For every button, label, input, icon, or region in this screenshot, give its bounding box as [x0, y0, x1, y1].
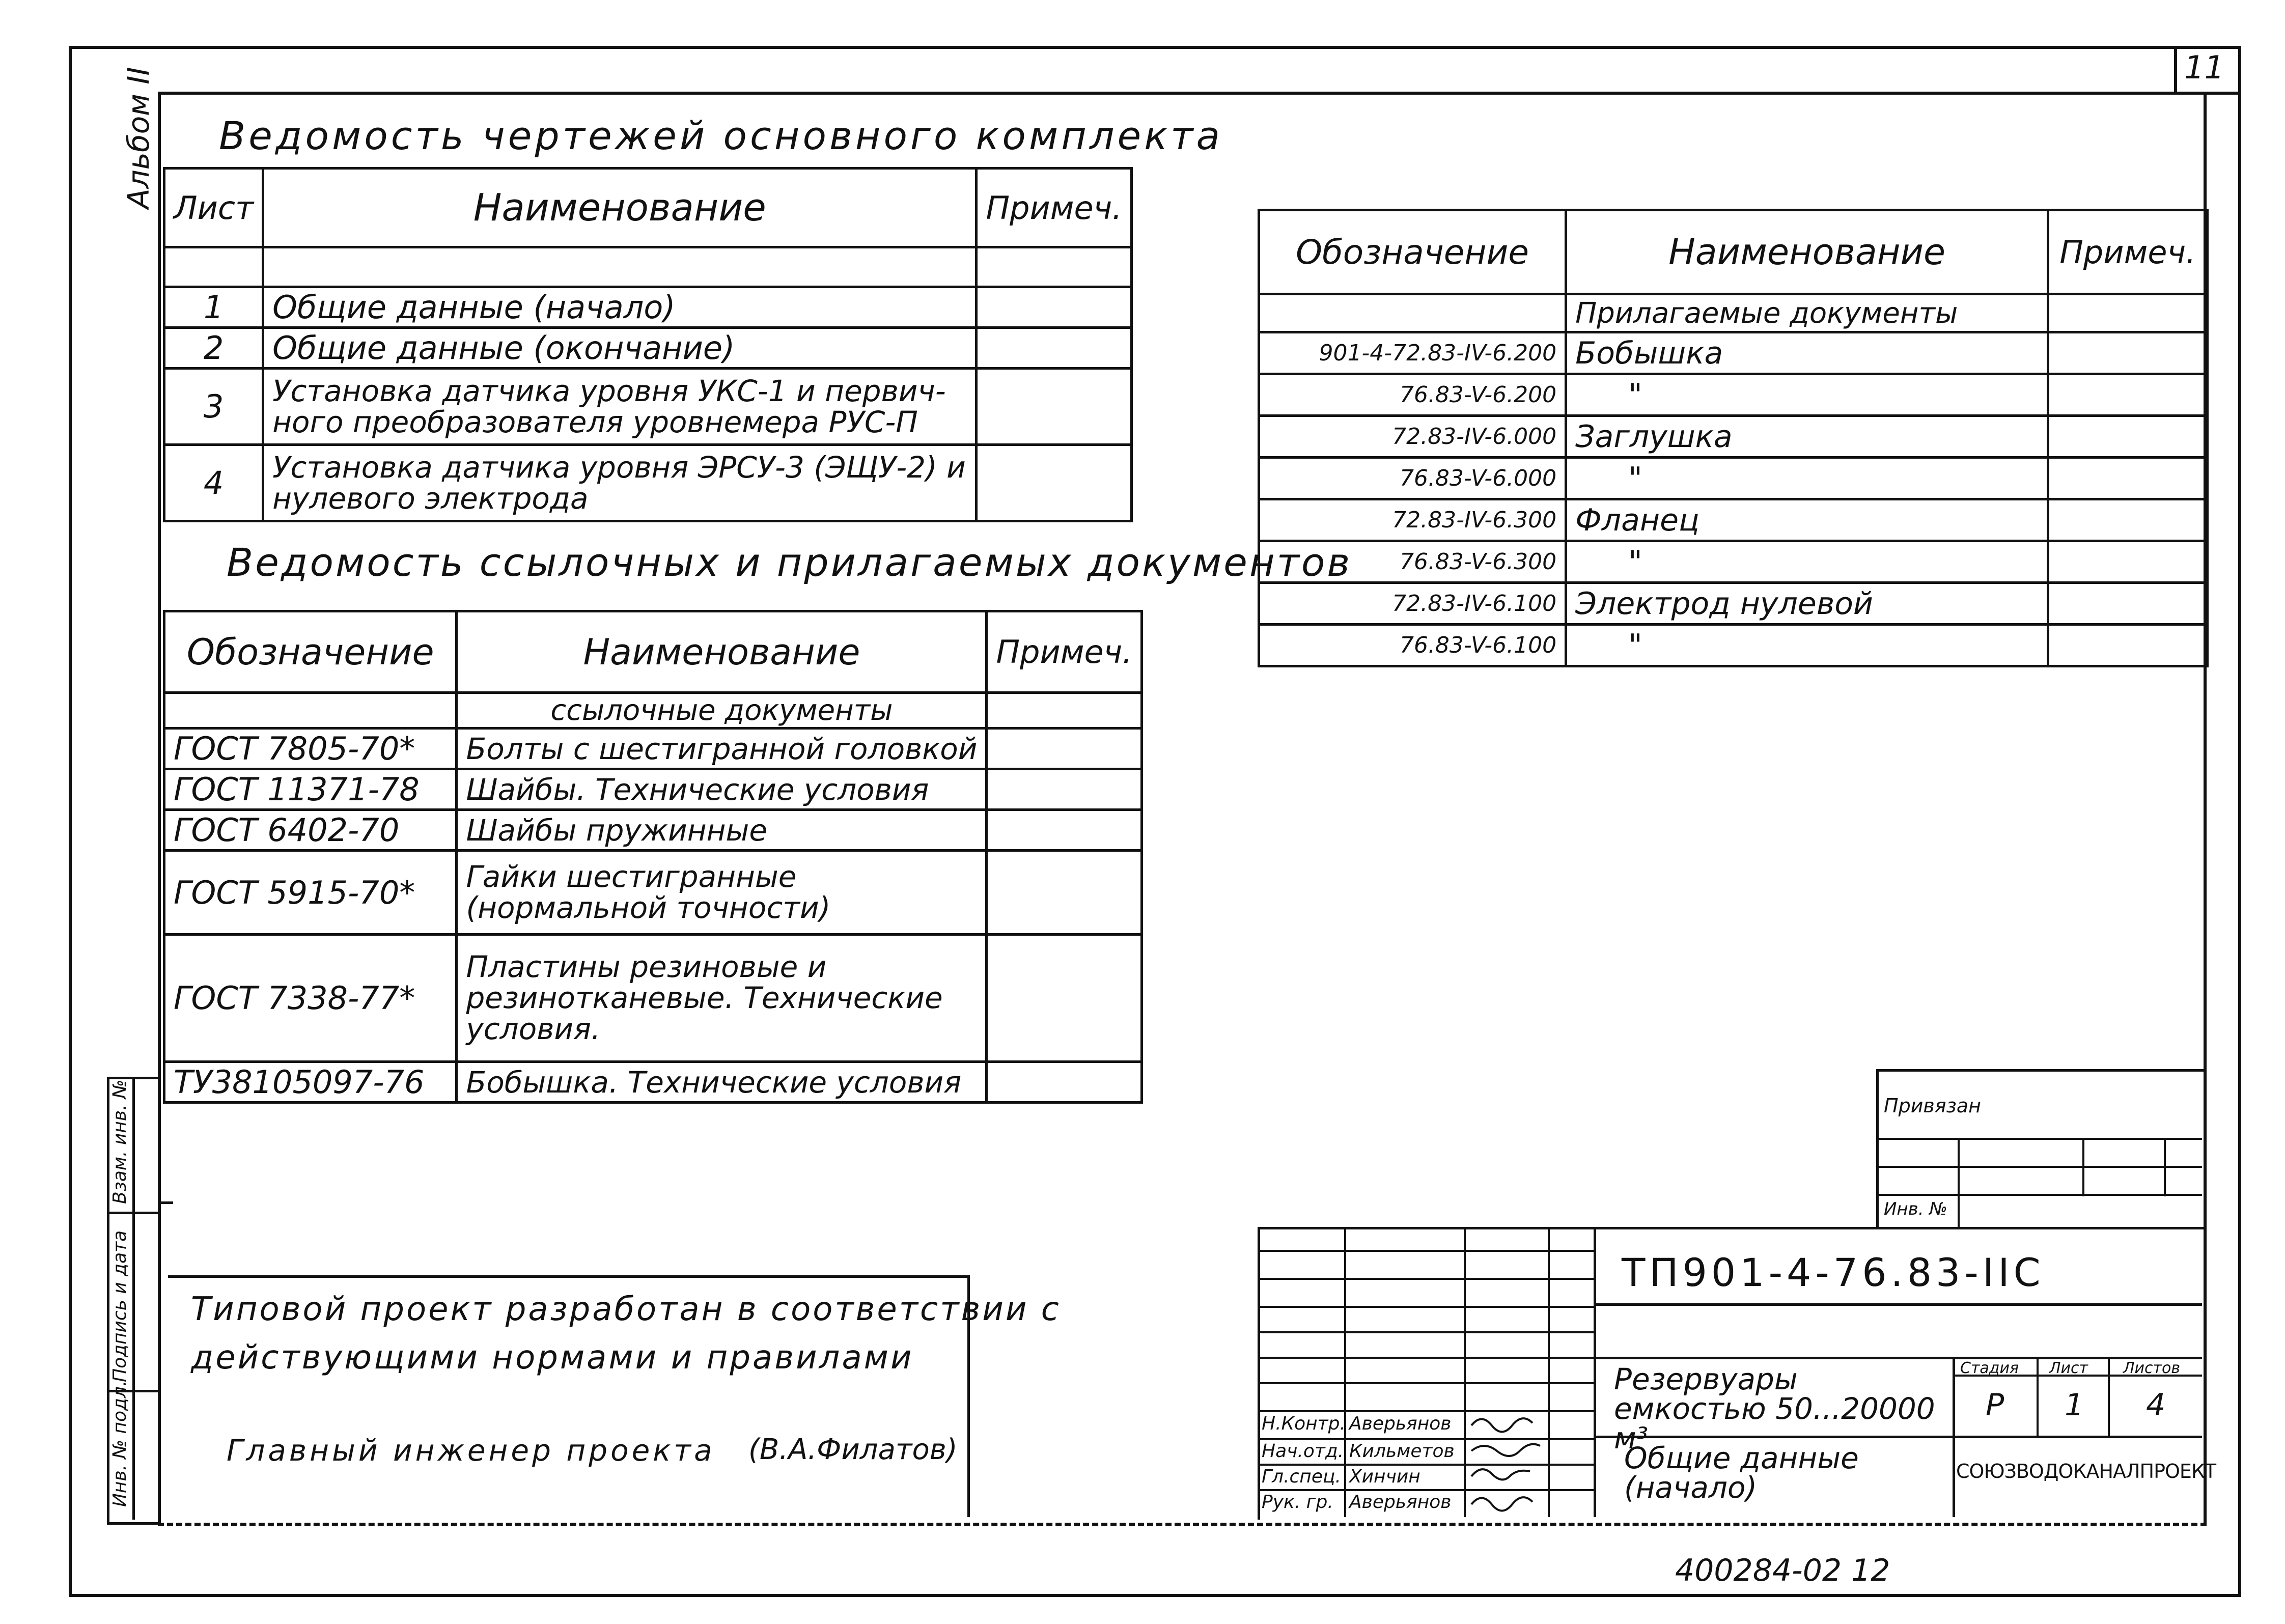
sheet-title: Общие данные (начало): [1624, 1441, 1859, 1505]
header-note: Примеч.: [977, 169, 1132, 247]
stage-value: Р: [1986, 1387, 2004, 1423]
stage-label: Стадия: [1960, 1359, 2019, 1377]
side-stamp-replace-label: Взам. инв. №: [109, 1079, 130, 1204]
table-row: ТУ38105097-76 Бобышка. Технические условия: [164, 1062, 1142, 1103]
table-row: 76.83-V-6.300 ": [1259, 541, 2208, 583]
table-row: ГОСТ 7338-77* Пластины резиновые и резинотканевые. Технические условия.: [164, 935, 1142, 1062]
staff-role: Нач.отд.: [1262, 1441, 1344, 1462]
drawings-list-title: Ведомость чертежей основного комплекта: [219, 113, 1223, 158]
table-row: 76.83-V-6.100 ": [1259, 625, 2208, 666]
drawings-list-table: [163, 167, 1133, 522]
staff-role: Рук. гр.: [1262, 1492, 1333, 1513]
chief-engineer-name: (В.А.Филатов): [748, 1433, 958, 1466]
reference-docs-table: [163, 610, 1143, 1104]
header-name: Наименование: [1566, 210, 2048, 294]
reference-docs-title: Ведомость ссылочных и прилагаемых документов: [227, 540, 1352, 585]
section-label: ссылочные документы: [457, 693, 987, 729]
table-row: 2 Общие данные (окончание): [164, 328, 1132, 369]
staff-name: Хинчин: [1349, 1466, 1420, 1487]
staff-name: Кильметов: [1349, 1441, 1455, 1462]
table-row: 1 Общие данные (начало): [164, 287, 1132, 328]
side-stamp-inv-label: Инв. № подл.: [109, 1380, 130, 1507]
table-row: ГОСТ 11371-78 Шайбы. Технические условия: [164, 769, 1142, 810]
staff-name: Аверьянов: [1349, 1413, 1452, 1434]
table-row: 72.83-IV-6.300 Фланец: [1259, 499, 2208, 541]
table-row: 72.83-IV-6.000 Заглушка: [1259, 416, 2208, 458]
object-name: Резервуары емкостью 50...20000 м³: [1614, 1362, 1935, 1455]
table-row: 4 Установка датчика уровня ЭРСУ-3 (ЭЩУ-2) и нулевого электрода: [164, 445, 1132, 521]
header-name: Наименование: [263, 169, 977, 247]
staff-role: Гл.спец.: [1262, 1466, 1341, 1487]
staff-role: Н.Контр.: [1262, 1413, 1346, 1434]
table-row: ГОСТ 5915-70* Гайки шестигранные (нормальной точности): [164, 851, 1142, 935]
binding-label: Привязан: [1884, 1095, 1981, 1117]
attached-docs-table: [1258, 209, 2209, 667]
header-code: Обозначение: [164, 611, 457, 693]
side-stamp-signature-label: Подпись и дата: [109, 1230, 130, 1382]
table-row: 3 Установка датчика уровня УКС-1 и первич-ного преобразователя уровнемера РУС-П: [164, 369, 1132, 445]
table-row: 72.83-IV-6.100 Электрод нулевой: [1259, 583, 2208, 625]
sheets-label: Листов: [2123, 1359, 2181, 1377]
signatures: [1466, 1410, 1548, 1517]
header-sheet: Лист: [164, 169, 263, 247]
table-row: 901-4-72.83-IV-6.200 Бобышка: [1259, 332, 2208, 374]
header-name: Наименование: [457, 611, 987, 693]
table-row: ГОСТ 7805-70* Болты с шестигранной головкой: [164, 729, 1142, 769]
header-note: Примеч.: [987, 611, 1142, 693]
section-label: Прилагаемые документы: [1566, 294, 2048, 332]
sheet-value: 1: [2065, 1387, 2084, 1423]
compliance-line-1: Типовой проект разработан в соответствии с: [191, 1291, 1061, 1328]
chief-engineer-label: Главный инженер проекта: [227, 1433, 715, 1468]
table-row: 76.83-V-6.200 ": [1259, 374, 2208, 416]
sheet-label: Лист: [2049, 1359, 2088, 1377]
header-note: Примеч.: [2048, 210, 2208, 294]
staff-name: Аверьянов: [1349, 1492, 1452, 1513]
designation: ТП901-4-76.83-IIС: [1622, 1250, 2045, 1295]
binding-inv-label: Инв. №: [1884, 1199, 1947, 1219]
header-code: Обозначение: [1259, 210, 1566, 294]
organization: СОЮЗВОДОКАНАЛПРОЕКТ: [1956, 1460, 2216, 1482]
table-row: 76.83-V-6.000 ": [1259, 458, 2208, 499]
table-row: ГОСТ 6402-70 Шайбы пружинные: [164, 810, 1142, 851]
compliance-line-2: действующими нормами и правилами: [191, 1339, 914, 1377]
sheet-number: 11: [2184, 49, 2224, 86]
footer-number: 400284-02 12: [1675, 1553, 1890, 1588]
sheets-value: 4: [2146, 1387, 2166, 1423]
album-label: Альбом II: [121, 67, 156, 209]
